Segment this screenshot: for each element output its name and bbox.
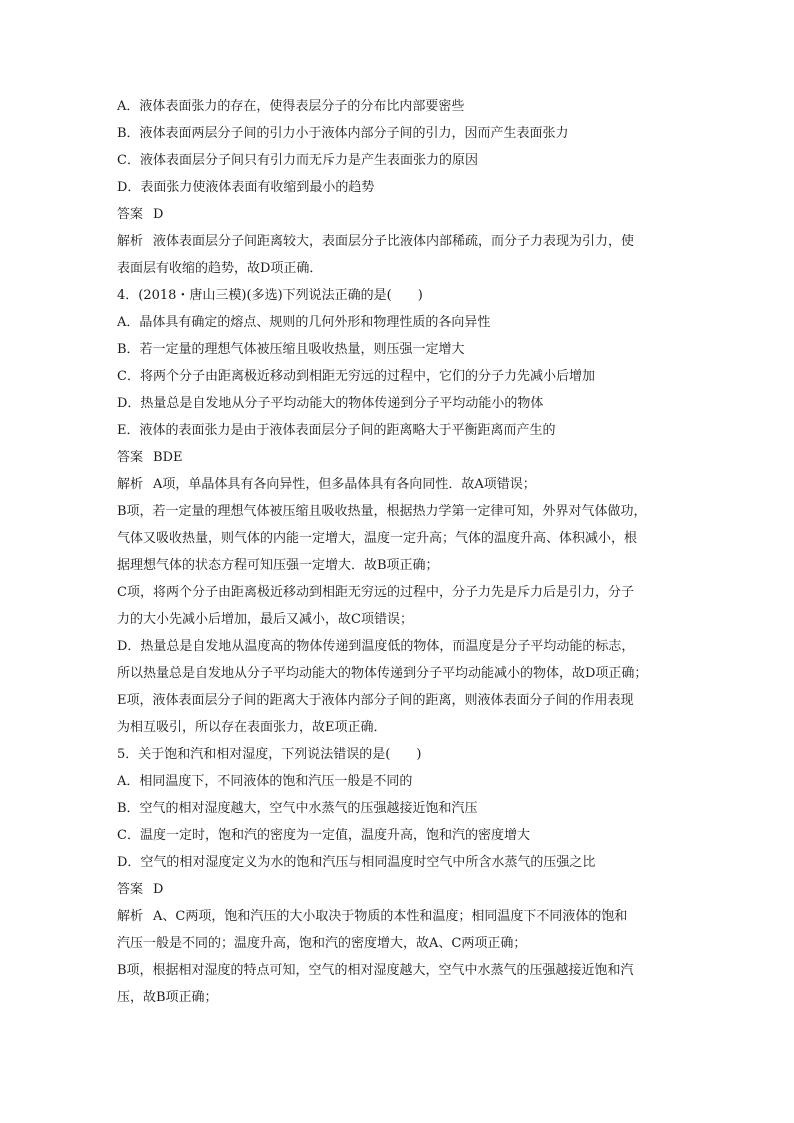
- analysis-text: A项，单晶体具有各向异性，但多晶体具有各向同性．故A项错误；: [153, 477, 536, 492]
- q4-option-a: A．晶体具有确定的熔点、规则的几何外形和物理性质的各向异性: [117, 315, 491, 330]
- analysis-label: 解析: [117, 234, 144, 249]
- q4-analysis-line: 据理想气体的状态方程可知压强一定增大．故B项正确；: [117, 558, 439, 573]
- q4-analysis-line: 力的大小先减小后增加，最后又减小，故C项错误；: [117, 612, 413, 627]
- q5-option-b: B．空气的相对湿度越大，空气中水蒸气的压强越接近饱和汽压: [117, 801, 478, 816]
- analysis-label: 解析: [117, 477, 144, 492]
- answer-label: 答案: [117, 207, 144, 222]
- q4-analysis-line: 为相互吸引，所以存在表面张力，故E项正确．: [117, 720, 387, 735]
- answer-label: 答案: [117, 882, 144, 897]
- q3-answer: [117, 201, 682, 228]
- q4-analysis-line: D．热量总是自发地从温度高的物体传递到温度低的物体，而温度是分子平均动能的标志，: [117, 639, 635, 654]
- q3-option-b: B．液体表面两层分子间的引力小于液体内部分子间的引力，因而产生表面张力: [117, 126, 569, 141]
- q4-analysis-line: E项，液体表面层分子间的距离大于液体内部分子间的距离，则液体表面分子间的作用表现: [117, 693, 634, 708]
- analysis-text: 液体表面层分子间距离较大，表面层分子比液体内部稀疏，而分子力表现为引力，使: [153, 234, 635, 249]
- q5-analysis-line: 汽压一般是不同的；温度升高，饱和汽的密度增大，故A、C两项正确；: [117, 936, 527, 951]
- q4-option-c: C．将两个分子由距离极近移动到相距无穷远的过程中，它们的分子力先减小后增加: [117, 369, 595, 384]
- q5-answer: [117, 876, 682, 903]
- q5-analysis-line: 压，故B项正确；: [117, 990, 218, 1005]
- answer-label: 答案: [117, 450, 144, 465]
- q4-option-e: E．液体的表面张力是由于液体表面层分子间的距离略大于平衡距离而产生的: [117, 423, 556, 438]
- analysis-text: A、C两项，饱和汽压的大小取决于物质的本性和温度；相同温度下不同液体的饱和: [153, 909, 628, 924]
- q5-stem: 5．关于饱和汽和相对湿度，下列说法错误的是( ): [117, 747, 422, 762]
- q5-analysis-line-1: [117, 903, 682, 930]
- q5-option-c: C．温度一定时，饱和汽的密度为一定值，温度升高，饱和汽的密度增大: [117, 828, 530, 843]
- q3-option-c: C．液体表面层分子间只有引力而无斥力是产生表面张力的原因: [117, 153, 478, 168]
- q4-analysis-line: 气体又吸收热量，则气体的内能一定增大，温度一定升高；气体的温度升高、体积减小，根: [117, 531, 638, 546]
- q3-analysis-line-2: 表面层有收缩的趋势，故D项正确．: [117, 261, 323, 276]
- analysis-label: 解析: [117, 909, 144, 924]
- q5-analysis-line: B项，根据相对湿度的特点可知，空气的相对湿度越大，空气中水蒸气的压强越接近饱和汽: [117, 963, 634, 978]
- q3-analysis-line-1: [117, 228, 682, 255]
- q4-answer: [117, 444, 682, 471]
- q4-option-b: B．若一定量的理想气体被压缩且吸收热量，则压强一定增大: [117, 342, 465, 357]
- q4-stem: 4．(2018・唐山三模)(多选)下列说法正确的是( ): [117, 288, 423, 303]
- q3-option-a: A．液体表面张力的存在，使得表层分子的分布比内部要密些: [117, 99, 465, 114]
- q4-analysis-line-1: [117, 471, 682, 498]
- q4-option-d: D．热量总是自发地从分子平均动能大的物体传递到分子平均动能小的物体: [117, 396, 544, 411]
- q5-option-a: A．相同温度下，不同液体的饱和汽压一般是不同的: [117, 774, 413, 789]
- q3-option-d: D．表面张力使液体表面有收缩到最小的趋势: [117, 180, 375, 195]
- answer-value: D: [153, 207, 164, 222]
- q5-option-d: D．空气的相对湿度定义为水的饱和汽压与相同温度时空气中所含水蒸气的压强之比: [117, 855, 596, 870]
- q4-analysis-line: C项，将两个分子由距离极近移动到相距无穷远的过程中，分子力先是斥力后是引力，分子: [117, 585, 634, 600]
- answer-value: BDE: [153, 450, 183, 465]
- q4-analysis-line: 所以热量总是自发地从分子平均动能大的物体传递到分子平均动能减小的物体，故D项正确；: [117, 666, 648, 681]
- answer-value: D: [153, 882, 164, 897]
- q4-analysis-line: B项，若一定量的理想气体被压缩且吸收热量，根据热力学第一定律可知，外界对气体做功，: [117, 504, 647, 519]
- document-page: [117, 93, 682, 1011]
